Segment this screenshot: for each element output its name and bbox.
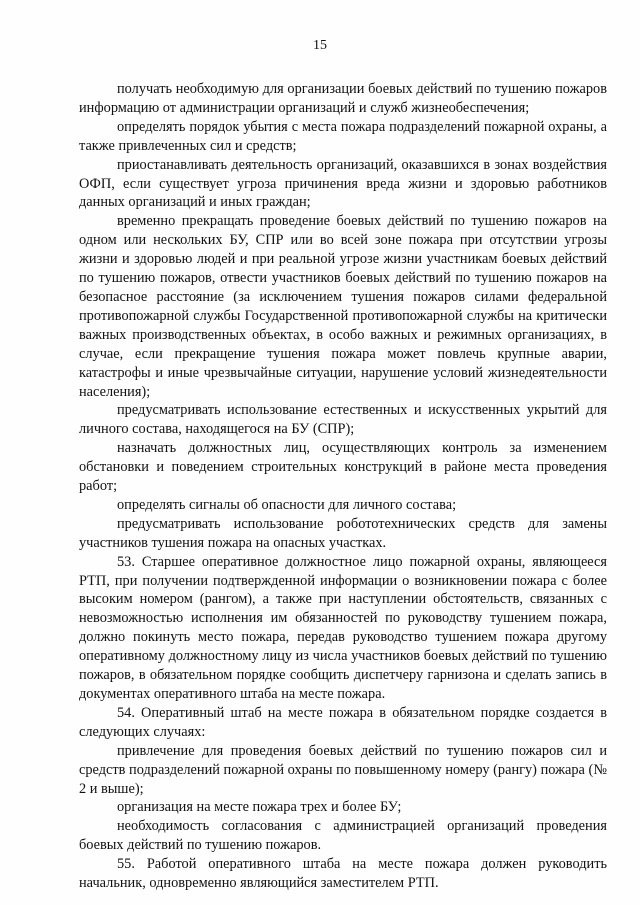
paragraph-danger-signals: определять сигналы об опасности для личного состава; [117, 496, 457, 513]
document-body [79, 80, 607, 893]
paragraph-clause-53: 53. Старшее оперативное должностное лицо пожарной охраны, являющееся РТП, при получении подтвержденной информации о возникновении пожара с более высоким номером (рангом), а также при наступлении обстоятельств, связанных с невозможностью исполнения им обязанностей по руководству тушением пожара, должно покинуть место пожара, передав руководство тушением пожара другому оперативному должностному лицу из числа участников боевых действий по тушению пожаров, в обязательном порядке сообщить диспетчеру гарнизона и сделать запись в документах оперативного штаба на месте пожара. [79, 553, 607, 702]
paragraph-obtain-info: получать необходимую для организации боевых действий по тушению пожаров информацию от администрации организаций и служб жизнеобеспечения; [79, 81, 607, 116]
paragraph-three-sectors: организация на месте пожара трех и более БУ; [117, 799, 402, 816]
paragraph-coordination: необходимость согласования с администрацией организаций проведения боевых действий по тушению пожаров. [79, 818, 607, 854]
paragraph-raised-rank: привлечение для проведения боевых действий по тушению пожаров сил и средств подразделений пожарной охраны по повышенному номеру (рангу) пожара (№ 2 и выше); [79, 742, 607, 797]
paragraph-departure-order: определять порядок убытия с места пожара подразделений пожарной охраны, а также привлеченных сил и средств; [79, 118, 607, 154]
paragraph-stop-operations: временно прекращать проведение боевых действий по тушению пожаров на одном или нескольких БУ, СПР или во всей зоне пожара при отсутствии угрозы жизни и здоровью людей и при реальной угрозе жизни участникам боевых действий по тушению пожаров, отвести участников боевых действий по тушению пожаров на безопасное расстояние (за исключением тушения пожаров силами федеральной противопожарной службы Государственной противопожарной службы на критически важных производственных объектах, в особо важных и режимных организациях, в случае, если прекращение тушения пожара может повлечь крупные аварии, катастрофы и иные чрезвычайные ситуации, нарушение условий жизнедеятельности населения); [79, 213, 607, 400]
paragraph-robotics: предусматривать использование робототехнических средств для замены участников тушения пожара на опасных участках. [79, 515, 607, 551]
paragraph-clause-54: 54. Оперативный штаб на месте пожара в обязательном порядке создается в следующих случаях: [79, 704, 607, 740]
paragraph-monitoring-officers: назначать должностных лиц, осуществляющих контроль за изменением обстановки и поведением строительных конструкций в районе места проведения работ; [79, 440, 607, 495]
paragraph-shelters: предусматривать использование естественных и искусственных укрытий для личного состава, находящегося на БУ (СПР); [79, 402, 607, 438]
paragraph-clause-55: 55. Работой оперативного штаба на месте пожара должен руководить начальник, одновременно являющийся заместителем РТП. [79, 856, 607, 892]
page-number: 15 [313, 38, 327, 53]
paragraph-suspend-activity: приостанавливать деятельность организаций, оказавшихся в зонах воздействия ОФП, если существует угроза причинения вреда жизни и здоровью работников данных организаций и иных граждан; [79, 156, 607, 211]
